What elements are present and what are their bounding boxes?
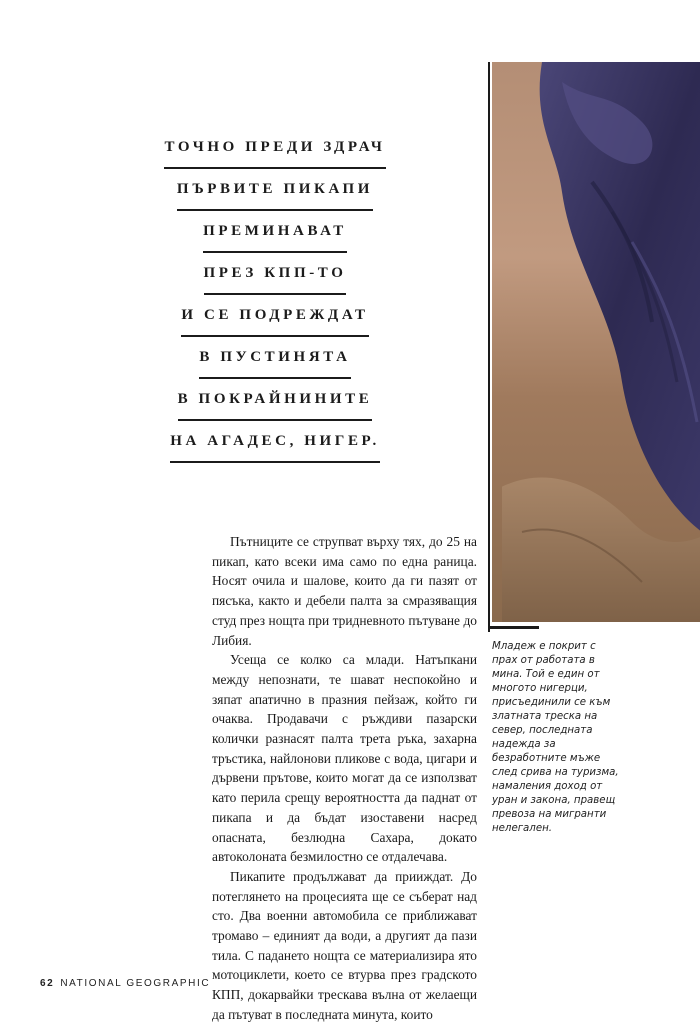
body-paragraph: Пътниците се струпват върху тях, до 25 на пикап, като всеки има само по една раница. Носят очила и шалове, които да ги пазят от пясъка, както и дебели палта за смразяващия студ през нощта при тридневното пътуване до Либия. — [212, 534, 477, 648]
photo-caption: Младеж е покрит с прах от работата в мина. Той е един от многото нигерци, присъединили се към златната треска на север, последната надежда за безработните мъже след срива на туризма, намаления доход от уран и закона, правещ превоза на мигранти нелегален. — [492, 641, 619, 834]
photo-divider-line — [488, 62, 490, 632]
pull-quote — [120, 130, 430, 466]
page-number: 62 — [40, 978, 55, 989]
article-photo — [492, 62, 700, 622]
body-paragraph: Пикапите продължават да прииждат. До потеглянето на процесията ще се съберат над сто. Два военни автомобила се приближават тромаво – единият да води, а другият да пази тила. С падането нощта се материализира ято мотоциклети, което се втурва през градското КПП, докарвайки трескава вълна от желаещи да пътуват в последната минута, които — [212, 868, 477, 1022]
page-footer — [40, 978, 210, 989]
caption-rule — [489, 626, 539, 629]
pull-quote-line: В ПОКРАЙНИНИТЕ — [120, 382, 430, 424]
publication-name: NATIONAL GEOGRAPHIC — [60, 978, 211, 989]
body-paragraph: Усеща се колко са млади. Натъпкани между непознати, те шават неспокойно и зяпат апатично в празния пейзаж, който ги очаква. Продавачи с ръждиви пазарски колички разнасят палта трета ръка, захарна тръстика, найлонови пликове с вода, цигари и дървени прътове, които могат да се използват като перила срещу вероятността да паднат от пикапа и да бъдат изоставени насред опасната, безлюдна Сахара, докато автоколоната безмилостно се отдалечава. — [212, 652, 477, 865]
pull-quote-line: И СЕ ПОДРЕЖДАТ — [120, 298, 430, 340]
article-body — [212, 532, 477, 1025]
pull-quote-line: ПРЕМИНАВАТ — [120, 214, 430, 256]
pull-quote-line: НА АГАДЕС, НИГЕР. — [120, 424, 430, 466]
pull-quote-line: В ПУСТИНЯТА — [120, 340, 430, 382]
pull-quote-line: ПРЕЗ КПП-ТО — [120, 256, 430, 298]
scarf-photo-illustration — [502, 62, 700, 622]
pull-quote-line: ТОЧНО ПРЕДИ ЗДРАЧ — [120, 130, 430, 172]
pull-quote-line: ПЪРВИТЕ ПИКАПИ — [120, 172, 430, 214]
